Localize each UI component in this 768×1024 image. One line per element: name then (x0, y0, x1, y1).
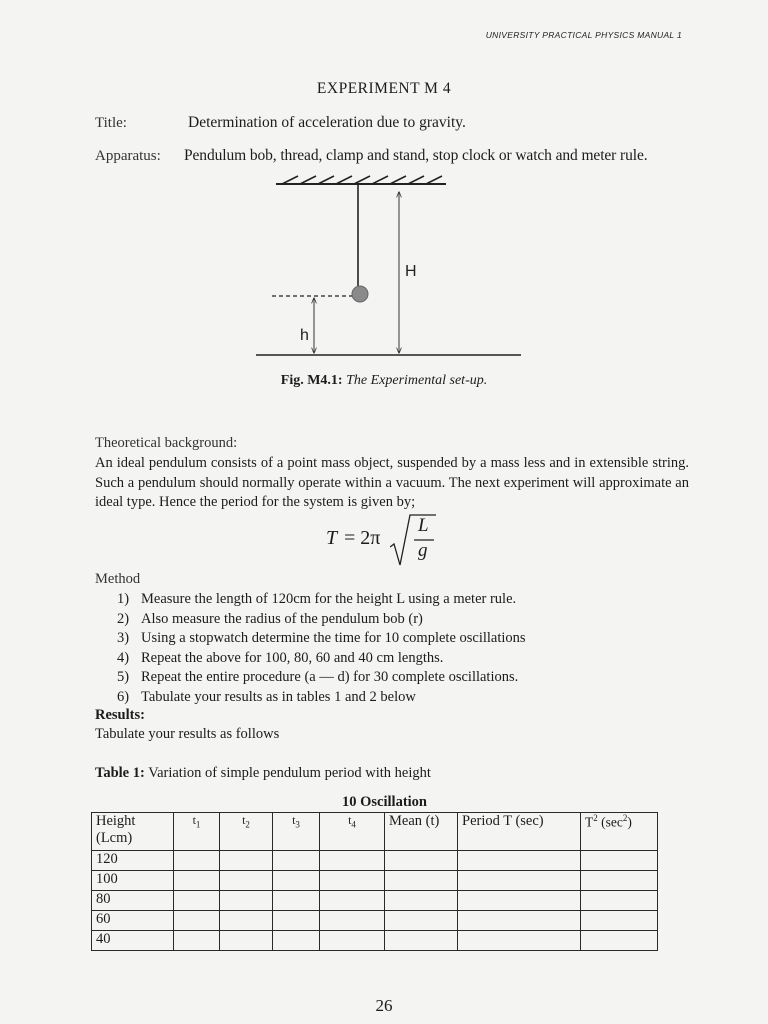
table-cell[interactable] (273, 891, 320, 911)
results-heading: Results: (95, 707, 145, 723)
row-height-value: 100 (92, 871, 174, 891)
table-cell[interactable] (174, 851, 220, 871)
pendulum-bob (352, 286, 368, 302)
table-cell[interactable] (320, 931, 385, 951)
header-period: Period T (sec) (458, 813, 581, 851)
table-cell[interactable] (320, 871, 385, 891)
results-intro: Tabulate your results as follows (95, 726, 280, 742)
title-label: Title: (95, 115, 127, 131)
table-cell[interactable] (220, 871, 273, 891)
table-cell[interactable] (220, 911, 273, 931)
table-cell[interactable] (174, 911, 220, 931)
table-cell[interactable] (220, 931, 273, 951)
experiment-heading: EXPERIMENT M 4 (316, 80, 452, 97)
table-cell[interactable] (174, 871, 220, 891)
header-height: Height (Lcm) (92, 813, 174, 851)
formula-eq: = 2π (344, 527, 381, 549)
step-text: Repeat the above for 100, 80, 60 and 40 cm lengths. (141, 649, 444, 666)
theory-paragraph: An ideal pendulum consists of a point mass object, suspended by a mass less and in extensible string. Such a pendulum should normally operate within a vacuum. The next experiment will approximate an ideal type. Hence the period for the system is given by; (95, 455, 689, 510)
table-cell[interactable] (385, 911, 458, 931)
table-cell[interactable] (385, 851, 458, 871)
table-cell[interactable] (273, 911, 320, 931)
table1-caption-bold: Table 1: (95, 765, 145, 781)
table-cell[interactable] (385, 891, 458, 911)
step-number: 6) (117, 688, 130, 705)
figure-caption-prefix: Fig. M4.1: (280, 373, 343, 388)
method-heading: Method (95, 571, 141, 587)
table-row (92, 891, 658, 911)
table-cell[interactable] (458, 931, 581, 951)
row-height-value: 60 (92, 911, 174, 931)
table-cell[interactable] (174, 891, 220, 911)
formula-numerator: L (418, 515, 429, 536)
table-cell[interactable] (320, 911, 385, 931)
title-value: Determination of acceleration due to gravity. (188, 114, 466, 131)
table-cell[interactable] (458, 871, 581, 891)
step-number: 5) (117, 669, 130, 685)
table-cell[interactable] (581, 911, 658, 931)
figure-caption-text: The Experimental set-up. (346, 373, 488, 388)
row-height-value: 120 (92, 851, 174, 871)
pendulum-diagram (240, 170, 540, 365)
method-step (117, 688, 526, 708)
table-row (92, 931, 658, 951)
step-text: Using a stopwatch determine the time for 10 complete oscillations (141, 630, 526, 646)
method-step (117, 629, 526, 649)
table-row (92, 851, 658, 871)
header-t4: $t_4$ (320, 813, 385, 851)
period-formula (326, 513, 446, 569)
table-cell[interactable] (458, 911, 581, 931)
table-cell[interactable] (273, 851, 320, 871)
table-cell[interactable] (320, 891, 385, 911)
table-row (92, 911, 658, 931)
table-cell[interactable] (385, 871, 458, 891)
step-number: 2) (117, 610, 130, 627)
step-text: Tabulate your results as in tables 1 and 2 below (141, 688, 416, 705)
table-cell[interactable] (320, 851, 385, 871)
step-text: Also measure the radius of the pendulum bob (r) (141, 610, 423, 627)
step-text: Repeat the entire procedure (a — d) for 30 complete oscillations. (141, 669, 519, 685)
row-height-value: 80 (92, 891, 174, 911)
table-cell[interactable] (581, 851, 658, 871)
table-cell[interactable] (220, 851, 273, 871)
page-number: 26 (375, 996, 393, 1015)
table-cell[interactable] (273, 871, 320, 891)
step-number: 3) (117, 630, 130, 646)
header-t-squared: $T^2$ $(\sec^2)$ (581, 813, 658, 851)
table-header-row (92, 813, 658, 851)
figure-caption (0, 373, 768, 389)
theory-heading: Theoretical background: (95, 435, 238, 451)
running-header: UNIVERSITY PRACTICAL PHYSICS MANUAL 1 (485, 30, 682, 40)
table-cell[interactable] (581, 891, 658, 911)
table-cell[interactable] (385, 931, 458, 951)
table-cell[interactable] (581, 871, 658, 891)
header-t3: $t_3$ (273, 813, 320, 851)
header-mean: Mean (t) (385, 813, 458, 851)
row-height-value: 40 (92, 931, 174, 951)
results-table (91, 812, 658, 951)
step-number: 4) (117, 649, 130, 666)
header-t1: $t_1$ (174, 813, 220, 851)
label-h: h (300, 327, 309, 344)
apparatus-label: Apparatus: (95, 148, 161, 164)
method-step (117, 610, 526, 630)
formula-denominator: g (418, 540, 428, 561)
table1-caption-text: Variation of simple pendulum period with height (148, 765, 431, 781)
step-number: 1) (117, 591, 130, 607)
label-H: H (405, 263, 417, 280)
formula-lhs: T (326, 527, 338, 549)
table-cell[interactable] (220, 891, 273, 911)
apparatus-value: Pendulum bob, thread, clamp and stand, stop clock or watch and meter rule. (184, 147, 648, 164)
sqrt-sign (390, 513, 440, 569)
table-cell[interactable] (273, 931, 320, 951)
header-t2: $t_2$ (220, 813, 273, 851)
ceiling-hatching (282, 176, 442, 184)
table1-group-header: 10 Oscillation (342, 794, 427, 810)
table-row (92, 871, 658, 891)
step-text: Measure the length of 120cm for the height L using a meter rule. (141, 591, 517, 607)
method-step (117, 590, 526, 610)
table-cell[interactable] (174, 931, 220, 951)
table1-caption (95, 764, 689, 784)
table-cell[interactable] (458, 851, 581, 871)
method-step (117, 649, 526, 669)
method-step (117, 668, 526, 688)
table-cell[interactable] (581, 931, 658, 951)
method-steps (117, 590, 526, 707)
table-cell[interactable] (458, 891, 581, 911)
